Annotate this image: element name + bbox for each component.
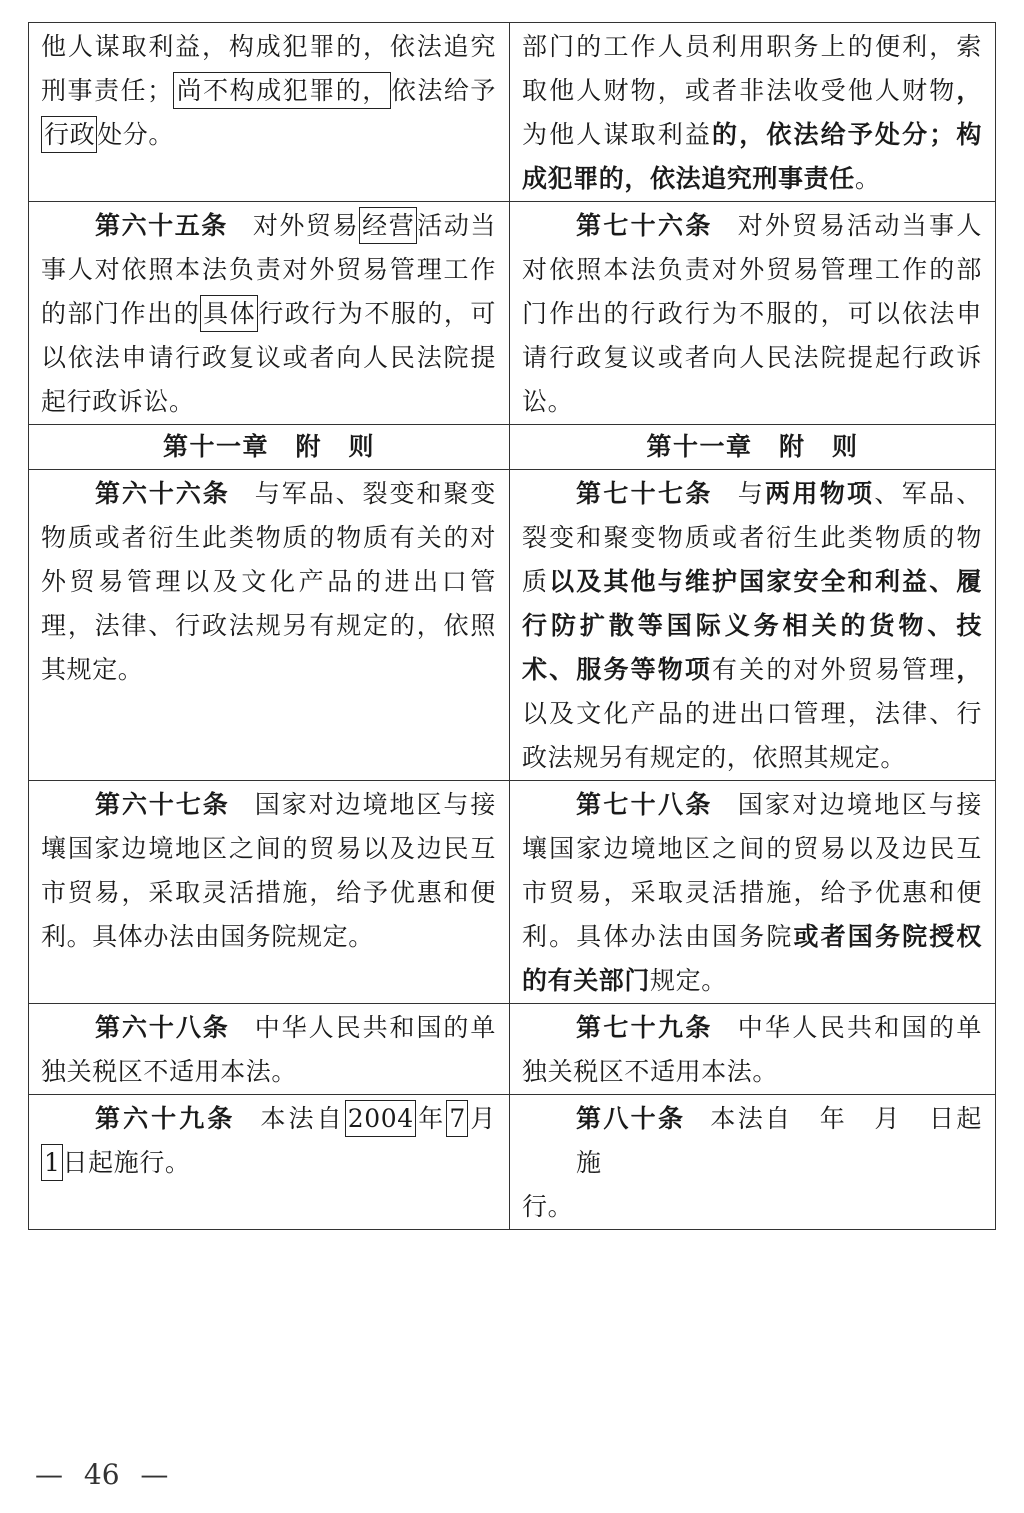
text-line [522, 292, 982, 336]
text-line [522, 648, 982, 692]
text-line [41, 648, 496, 692]
text-line [522, 248, 982, 292]
text-run: 裂变和聚变物质或者衍生此类物质的物 [522, 523, 982, 552]
revised-text-cell [510, 202, 996, 424]
text-run: 市贸易，采取灵活措施，给予优惠和便 [522, 878, 982, 907]
article-number: 第六十九条 [95, 1104, 236, 1133]
text-run: 为他人谋取利益 [522, 120, 713, 149]
article-row [29, 1095, 996, 1230]
bold-text: 的，依法给予处分；构 [712, 120, 982, 149]
text-line [41, 1050, 496, 1094]
text-line [41, 336, 496, 380]
text-run: 。 [854, 164, 881, 193]
comparison-table [28, 22, 996, 1230]
revised-text-cell [510, 23, 996, 201]
text-run: 取他人财物，或者非法收受他人财物 [522, 76, 957, 105]
text-line [41, 560, 496, 604]
bold-text: 或者国务院授权 [793, 922, 982, 951]
text-line [522, 736, 982, 780]
text-run: 其规定。 [41, 655, 144, 684]
text-line [41, 472, 496, 516]
article-number: 第六十五条 [95, 211, 228, 240]
text-run: 市贸易，采取灵活措施，给予优惠和便 [41, 878, 496, 907]
article-row [29, 23, 996, 202]
boxed-text: 7 [446, 1100, 468, 1137]
text-line [522, 157, 982, 201]
text-line [41, 69, 496, 113]
text-run: 第十一章 附 则 [646, 432, 859, 461]
article-number: 第七十九条 [576, 1013, 713, 1042]
text-run: 壤国家边境地区之间的贸易以及边民互 [522, 834, 982, 863]
boxed-text: 尚不构成犯罪的， [173, 72, 391, 109]
text-run: 中华人民共和国的单 [254, 1013, 496, 1042]
chapter-heading-row [29, 425, 996, 470]
original-text-cell [29, 1004, 510, 1094]
article-number: 第六十六条 [95, 479, 230, 508]
text-run: 处分。 [97, 120, 175, 149]
revised-text-cell [510, 470, 996, 780]
text-run: 独关税区不适用本法。 [522, 1057, 779, 1086]
bold-text: 成犯罪的，依法追究刑事责任 [522, 164, 855, 193]
text-run: 的部门作出的 [41, 299, 201, 328]
text-line [522, 871, 982, 915]
text-run: 日起施行。 [62, 1148, 191, 1177]
chapter-title [29, 425, 509, 469]
text-line [522, 472, 982, 516]
text-run: 刑事责任； [41, 76, 173, 105]
text-run: 以及文化产品的进出口管理，法律、行 [522, 699, 982, 728]
original-text-cell [29, 425, 510, 469]
text-line [522, 560, 982, 604]
chapter-title [510, 425, 995, 469]
text-run: 利。具体办法由国务院规定。 [41, 922, 374, 951]
text-run: 理，法律、行政法规另有规定的，依照 [41, 611, 496, 640]
text-run: 与 [737, 479, 766, 508]
text-line [41, 25, 496, 69]
text-line [522, 380, 982, 424]
text-line [41, 604, 496, 648]
text-run: 以依法申请行政复议或者向人民法院提 [41, 343, 496, 372]
text-line [522, 1185, 982, 1229]
revised-text-cell [510, 1004, 996, 1094]
text-line [41, 113, 496, 157]
text-run: 讼。 [522, 387, 574, 416]
text-run: 中华人民共和国的单 [737, 1013, 982, 1042]
text-line [522, 69, 982, 113]
text-run: 本法自 [260, 1104, 345, 1133]
text-run: 起行政诉讼。 [41, 387, 195, 416]
bold-text: ， [956, 76, 982, 105]
original-text-cell [29, 202, 510, 424]
text-run: 国家对边境地区与接 [254, 790, 496, 819]
text-line [41, 1097, 496, 1141]
text-run: 质 [522, 567, 550, 596]
original-text-cell [29, 1095, 510, 1229]
boxed-text: 行政 [41, 116, 97, 153]
revised-text-cell [510, 1095, 996, 1229]
text-run: 对外贸易活动当事人 [737, 211, 982, 240]
text-run: 国家对边境地区与接 [737, 790, 982, 819]
text-line [522, 336, 982, 380]
article-number: 第七十七条 [576, 479, 713, 508]
text-run: 事人对依照本法负责对外贸易管理工作 [41, 255, 496, 284]
text-run: 规定。 [650, 966, 727, 995]
text-line [41, 248, 496, 292]
text-line [522, 915, 982, 959]
revised-text-cell [510, 425, 996, 469]
bold-text: 以及其他与维护国家安全和利益、履 [549, 567, 982, 596]
text-line [522, 1097, 982, 1185]
text-run: 有关的对外贸易管理 [712, 655, 957, 684]
page-number: — 46 — [35, 1458, 169, 1491]
text-line [41, 915, 496, 959]
text-line [41, 871, 496, 915]
text-run: 他人谋取利益，构成犯罪的，依法追究 [41, 32, 496, 61]
article-number: 第六十八条 [95, 1013, 230, 1042]
text-run: 外贸易管理以及文化产品的进出口管 [41, 567, 496, 596]
bold-text: 行防扩散等国际义务相关的货物、技 [522, 611, 982, 640]
text-run: 、军品、 [874, 479, 982, 508]
text-run: 物质或者衍生此类物质的物质有关的对 [41, 523, 496, 552]
text-line [522, 113, 982, 157]
text-line [522, 959, 982, 1003]
text-line [41, 827, 496, 871]
text-line [41, 783, 496, 827]
text-line [41, 516, 496, 560]
article-number: 第七十八条 [576, 790, 713, 819]
text-run: 壤国家边境地区之间的贸易以及边民互 [41, 834, 496, 863]
boxed-text: 1 [41, 1144, 63, 1181]
boxed-text: 具体 [200, 295, 258, 332]
article-row [29, 470, 996, 781]
text-run: 与军品、裂变和聚变 [254, 479, 496, 508]
text-run: 部门的工作人员利用职务上的便利，索 [522, 32, 982, 61]
article-number: 第八十条 [576, 1104, 686, 1133]
text-run: 对依照本法负责对外贸易管理工作的部 [522, 255, 982, 284]
text-line [522, 1050, 982, 1094]
bold-text: ， [956, 655, 982, 684]
text-line [41, 204, 496, 248]
original-text-cell [29, 23, 510, 201]
bold-text: 的有关部门 [522, 966, 651, 995]
original-text-cell [29, 470, 510, 780]
boxed-text: 经营 [359, 207, 417, 244]
bold-text: 术、服务等物项 [522, 655, 713, 684]
text-run: 活动当 [417, 211, 496, 240]
text-line [41, 1141, 496, 1185]
text-line [522, 692, 982, 736]
text-line [522, 783, 982, 827]
article-row [29, 202, 996, 425]
text-line [522, 516, 982, 560]
revised-text-cell [510, 781, 996, 1003]
article-number: 第七十六条 [576, 211, 713, 240]
text-run: 请行政复议或者向人民法院提起行政诉 [522, 343, 982, 372]
article-row [29, 1004, 996, 1095]
text-run: 月 [467, 1104, 496, 1133]
text-line [41, 380, 496, 424]
text-run: 行。 [522, 1192, 574, 1221]
text-run: 本法自 年 月 日起施 [576, 1104, 982, 1177]
text-line [522, 604, 982, 648]
text-line [522, 25, 982, 69]
text-run: 政法规另有规定的，依照其规定。 [522, 743, 907, 772]
text-run: 门作出的行政行为不服的，可以依法申 [522, 299, 982, 328]
text-run: 行政行为不服的，可 [258, 299, 497, 328]
text-run: 年 [415, 1104, 447, 1133]
text-run: 依法给予 [390, 76, 496, 105]
article-number: 第六十七条 [95, 790, 230, 819]
text-line [41, 292, 496, 336]
text-run: 利。具体办法由国务院 [522, 922, 794, 951]
bold-text: 两用物项 [765, 479, 875, 508]
text-line [522, 827, 982, 871]
article-row [29, 781, 996, 1004]
original-text-cell [29, 781, 510, 1003]
boxed-text: 2004 [345, 1100, 416, 1137]
text-line [522, 1006, 982, 1050]
text-run: 第十一章 附 则 [162, 432, 375, 461]
text-line [41, 1006, 496, 1050]
text-line [522, 204, 982, 248]
text-run: 独关税区不适用本法。 [41, 1057, 298, 1086]
text-run: 对外贸易 [252, 211, 360, 240]
